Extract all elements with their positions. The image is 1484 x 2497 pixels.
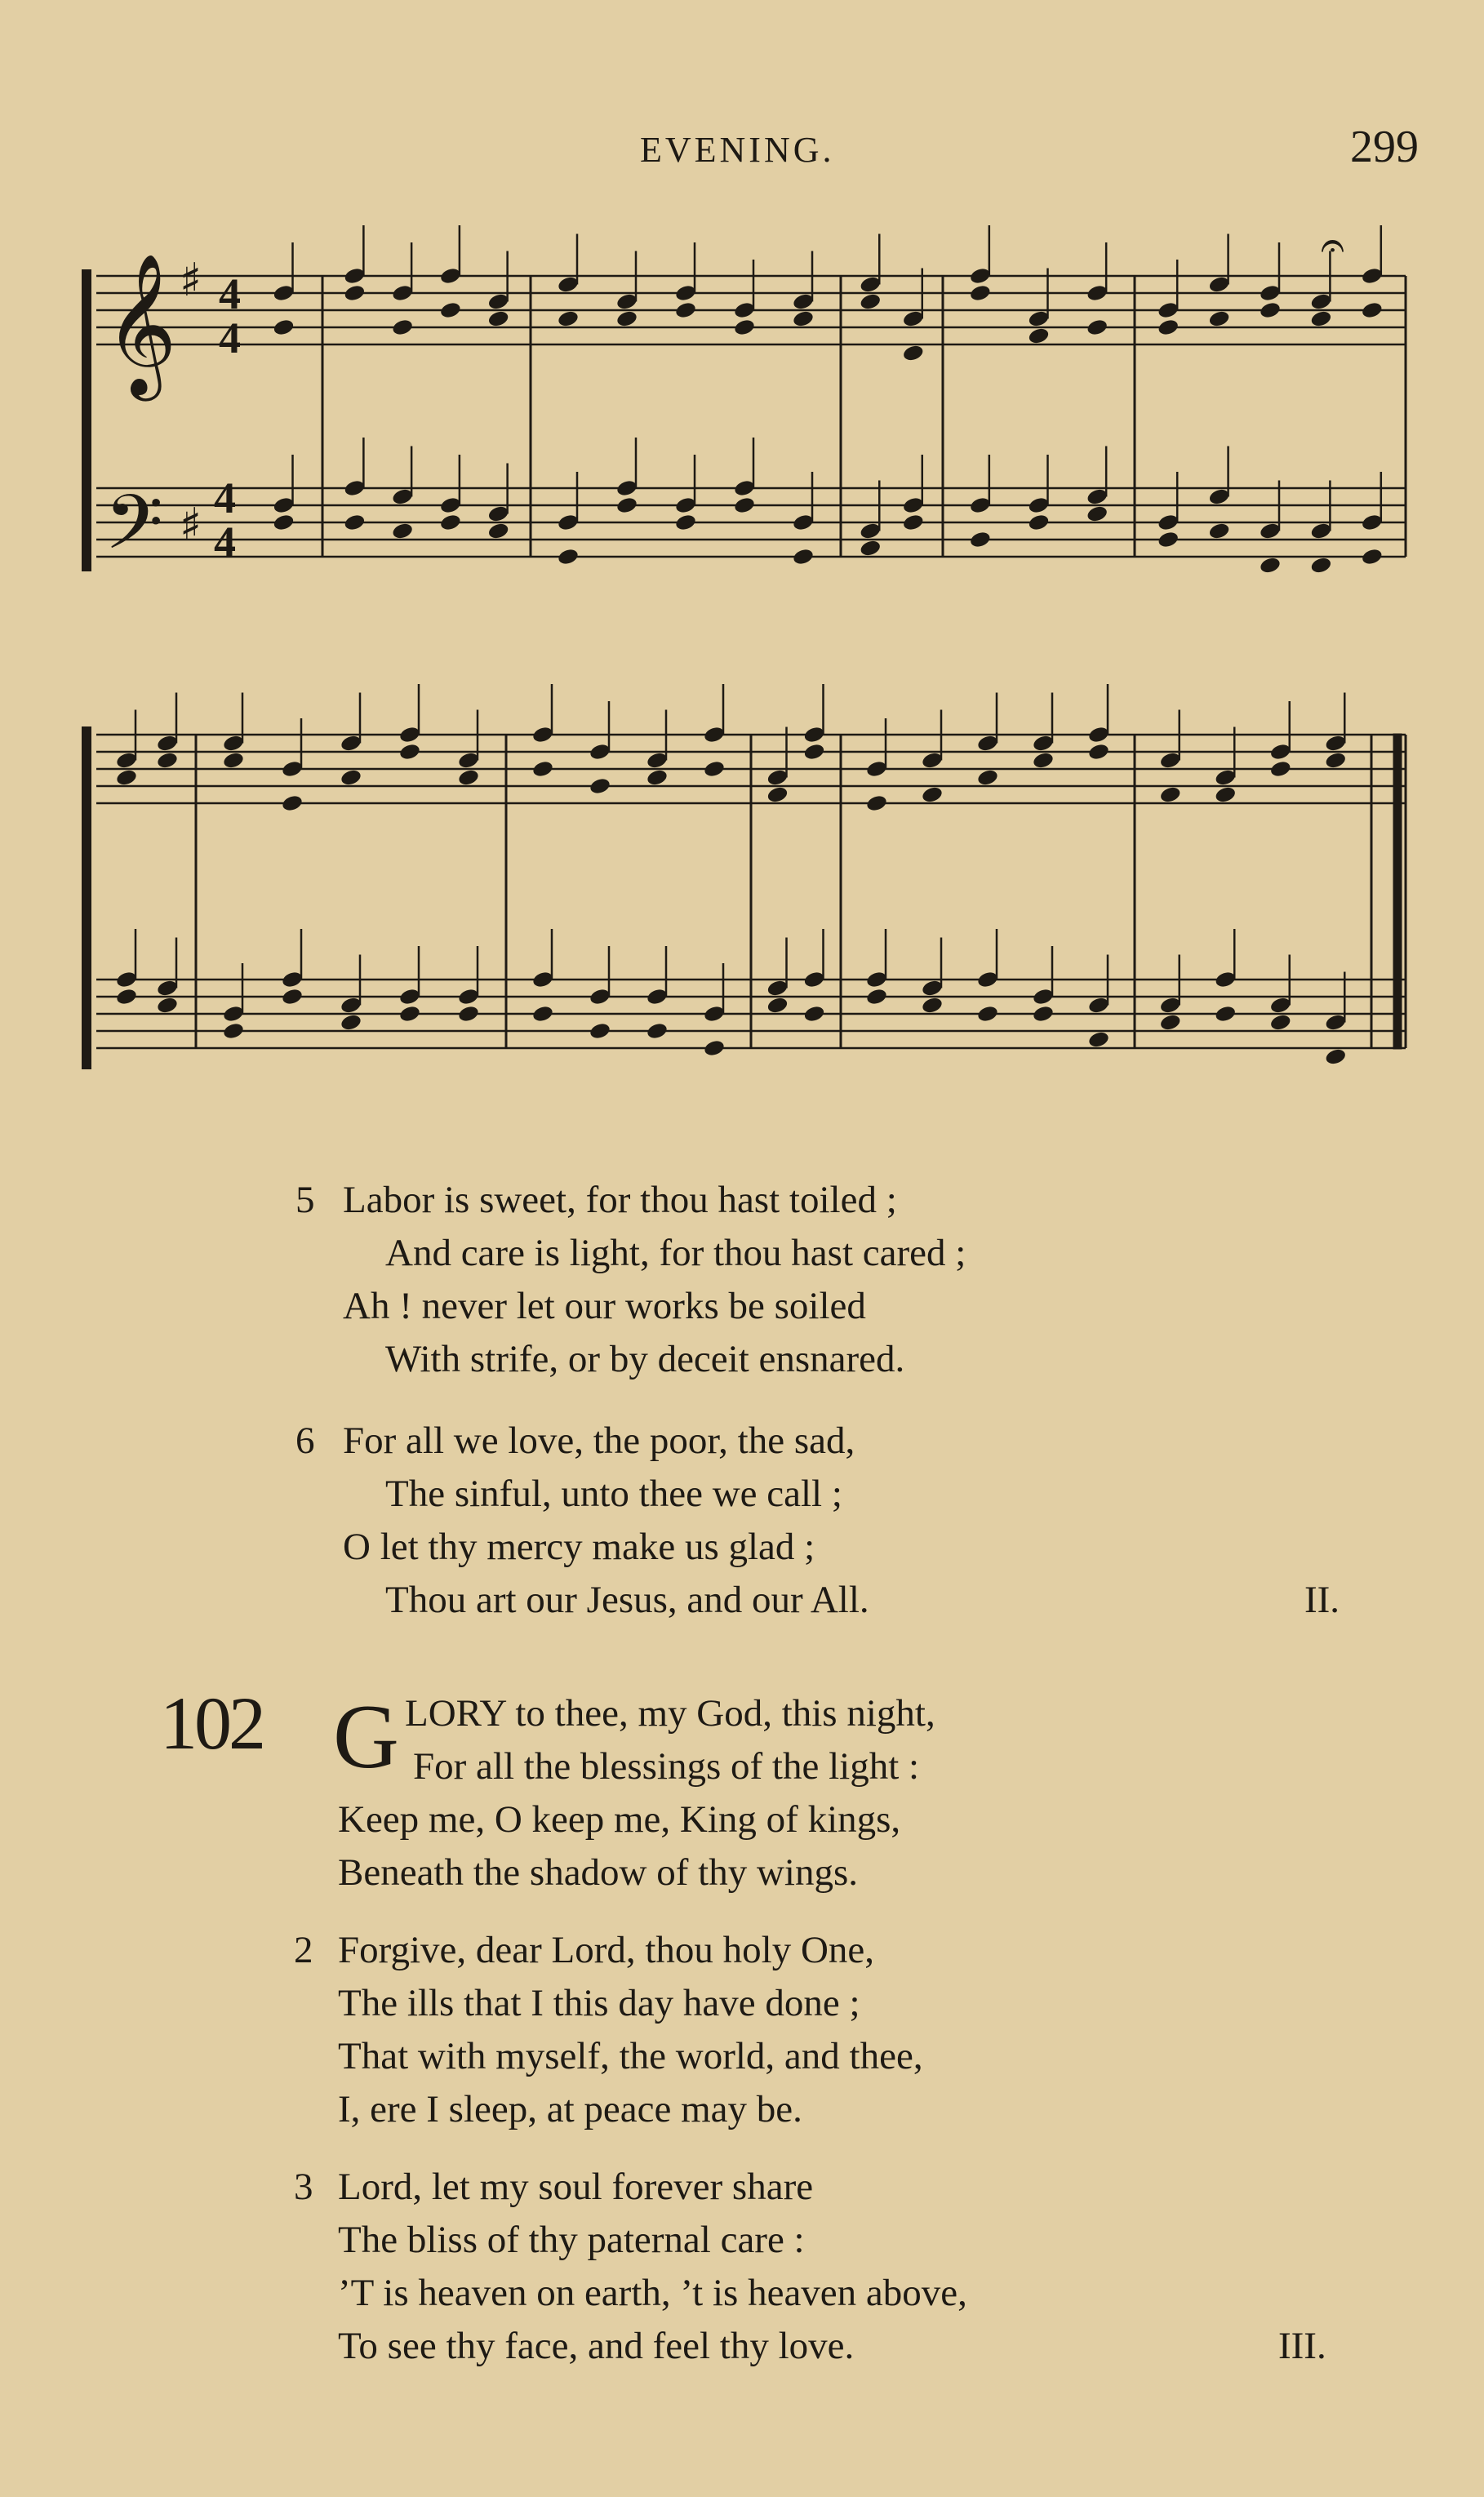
notehead — [1259, 556, 1282, 575]
notehead — [921, 996, 944, 1015]
system-braces — [82, 269, 91, 1069]
notehead — [531, 1004, 554, 1023]
notehead — [557, 309, 580, 328]
notehead — [902, 344, 925, 362]
notehead — [1269, 1013, 1292, 1032]
notehead — [792, 547, 815, 566]
system-bar — [82, 726, 91, 1069]
verse-line: For all the blessings of the light : — [413, 1745, 920, 1788]
notehead — [674, 513, 697, 531]
notehead — [921, 785, 944, 804]
notehead — [487, 522, 510, 540]
verse-line: The ills that I this day have done ; — [338, 1982, 860, 2024]
notehead — [1086, 318, 1109, 336]
notehead — [1027, 327, 1050, 345]
notehead — [272, 318, 295, 336]
verse-line: The bliss of thy paternal care : — [338, 2219, 805, 2261]
hymn-number: 102 — [160, 1682, 263, 1765]
notehead — [766, 996, 789, 1015]
notehead — [865, 793, 888, 812]
notehead — [1214, 785, 1237, 804]
notehead — [115, 768, 138, 787]
notehead — [1159, 1013, 1182, 1032]
music-score — [0, 0, 1484, 1143]
tune-mark: II. — [1304, 1579, 1340, 1621]
notehead — [1159, 785, 1182, 804]
notehead — [674, 300, 697, 319]
verse-line: I, ere I sleep, at peace may be. — [338, 2088, 802, 2130]
verse-line: LORY to thee, my God, this night, — [405, 1692, 935, 1735]
sharp-key-icon: ♯ — [180, 254, 202, 307]
notehead — [589, 1021, 611, 1040]
verse-line: Thou art our Jesus, and our All. — [385, 1579, 869, 1621]
notehead — [222, 1021, 245, 1040]
notehead — [646, 768, 669, 787]
notehead — [792, 309, 815, 328]
notehead — [1214, 1004, 1237, 1023]
notehead — [222, 751, 245, 770]
notehead — [766, 785, 789, 804]
notehead — [391, 522, 414, 540]
notehead — [1027, 513, 1050, 531]
notehead — [457, 768, 480, 787]
sharp-key-icon: ♯ — [180, 499, 202, 552]
notehead — [1309, 556, 1332, 575]
notes — [115, 225, 1384, 1066]
notehead — [615, 309, 638, 328]
notehead — [156, 996, 179, 1015]
system-bar — [82, 269, 91, 571]
notehead — [1032, 1004, 1055, 1023]
notehead — [703, 1038, 726, 1057]
stanza-number: 3 — [294, 2166, 313, 2208]
time-signature-top: 4 — [219, 269, 241, 318]
notehead — [1269, 759, 1292, 778]
verse-line: To see thy face, and feel thy love. — [338, 2325, 855, 2367]
verse-line: O let thy mercy make us glad ; — [343, 1526, 815, 1568]
notehead — [457, 1004, 480, 1023]
notehead — [557, 547, 580, 566]
verse-line: With strife, or by deceit ensnared. — [385, 1338, 905, 1380]
drop-cap: G — [333, 1686, 399, 1788]
notehead — [589, 776, 611, 795]
running-title: EVENING. — [640, 130, 835, 170]
verse-line: For all we love, the poor, the sad, — [343, 1420, 855, 1462]
notehead — [340, 1013, 362, 1032]
notehead — [615, 495, 638, 514]
notehead — [1361, 547, 1384, 566]
notehead — [976, 768, 999, 787]
notehead — [439, 513, 462, 531]
notehead — [859, 539, 882, 558]
fermata-icon: 𝄐 — [1321, 221, 1344, 270]
notehead — [272, 513, 295, 531]
notehead — [1324, 1047, 1347, 1066]
notehead — [1324, 751, 1347, 770]
page-number: 299 — [1350, 122, 1419, 172]
notehead — [281, 987, 304, 1006]
notehead — [976, 1004, 999, 1023]
notehead — [156, 751, 179, 770]
verse-line: Lord, let my soul forever share — [338, 2166, 814, 2208]
barlines — [196, 276, 1406, 1048]
notehead — [1157, 530, 1180, 549]
notehead — [733, 495, 756, 514]
stanza-number: 5 — [295, 1179, 315, 1221]
notehead — [733, 318, 756, 336]
time-signature-bottom: 4 — [214, 518, 236, 566]
notehead — [1208, 309, 1231, 328]
verse-line: That with myself, the world, and thee, — [338, 2035, 923, 2077]
verse-line: Keep me, O keep me, King of kings, — [338, 1798, 901, 1841]
notehead — [703, 759, 726, 778]
treble-clef-icon: 𝄞 — [104, 253, 177, 395]
notehead — [487, 309, 510, 328]
notehead — [398, 1004, 421, 1023]
verse-line: Forgive, dear Lord, thou holy One, — [338, 1929, 875, 1971]
notehead — [1032, 751, 1055, 770]
final-barline — [1394, 735, 1401, 1048]
notehead — [1087, 742, 1110, 761]
notehead — [865, 987, 888, 1006]
notehead — [340, 768, 362, 787]
notehead — [1259, 300, 1282, 319]
notehead — [1087, 1030, 1110, 1049]
notehead — [1086, 504, 1109, 523]
tune-mark: III. — [1278, 2325, 1326, 2367]
time-signature-bottom: 4 — [219, 313, 241, 362]
notehead — [343, 513, 366, 531]
notehead — [1208, 522, 1231, 540]
notehead — [1361, 300, 1384, 319]
notehead — [281, 793, 304, 812]
notehead — [115, 987, 138, 1006]
notehead — [969, 530, 992, 549]
stanza-number: 6 — [295, 1420, 315, 1462]
notehead — [802, 1004, 825, 1023]
notehead — [802, 742, 825, 761]
verse-line: The sinful, unto thee we call ; — [385, 1473, 842, 1515]
notehead — [969, 283, 992, 302]
notehead — [859, 292, 882, 311]
time-signature-top: 4 — [214, 473, 236, 522]
stanza-number: 2 — [294, 1929, 313, 1971]
notehead — [391, 318, 414, 336]
verse-line: Ah ! never let our works be soiled — [343, 1285, 866, 1327]
bass-clef-icon: 𝄢 — [104, 479, 164, 585]
notehead — [646, 1021, 669, 1040]
notehead — [1157, 318, 1180, 336]
notehead — [902, 513, 925, 531]
notehead — [343, 283, 366, 302]
notehead — [398, 742, 421, 761]
verse-line: And care is light, for thou hast cared ; — [385, 1232, 966, 1274]
notehead — [531, 759, 554, 778]
verse-line: Labor is sweet, for thou hast toiled ; — [343, 1179, 897, 1221]
verse-line: ’T is heaven on earth, ’t is heaven above, — [338, 2272, 967, 2314]
notehead — [439, 300, 462, 319]
verse-line: Beneath the shadow of thy wings. — [338, 1851, 859, 1894]
notehead — [1309, 309, 1332, 328]
